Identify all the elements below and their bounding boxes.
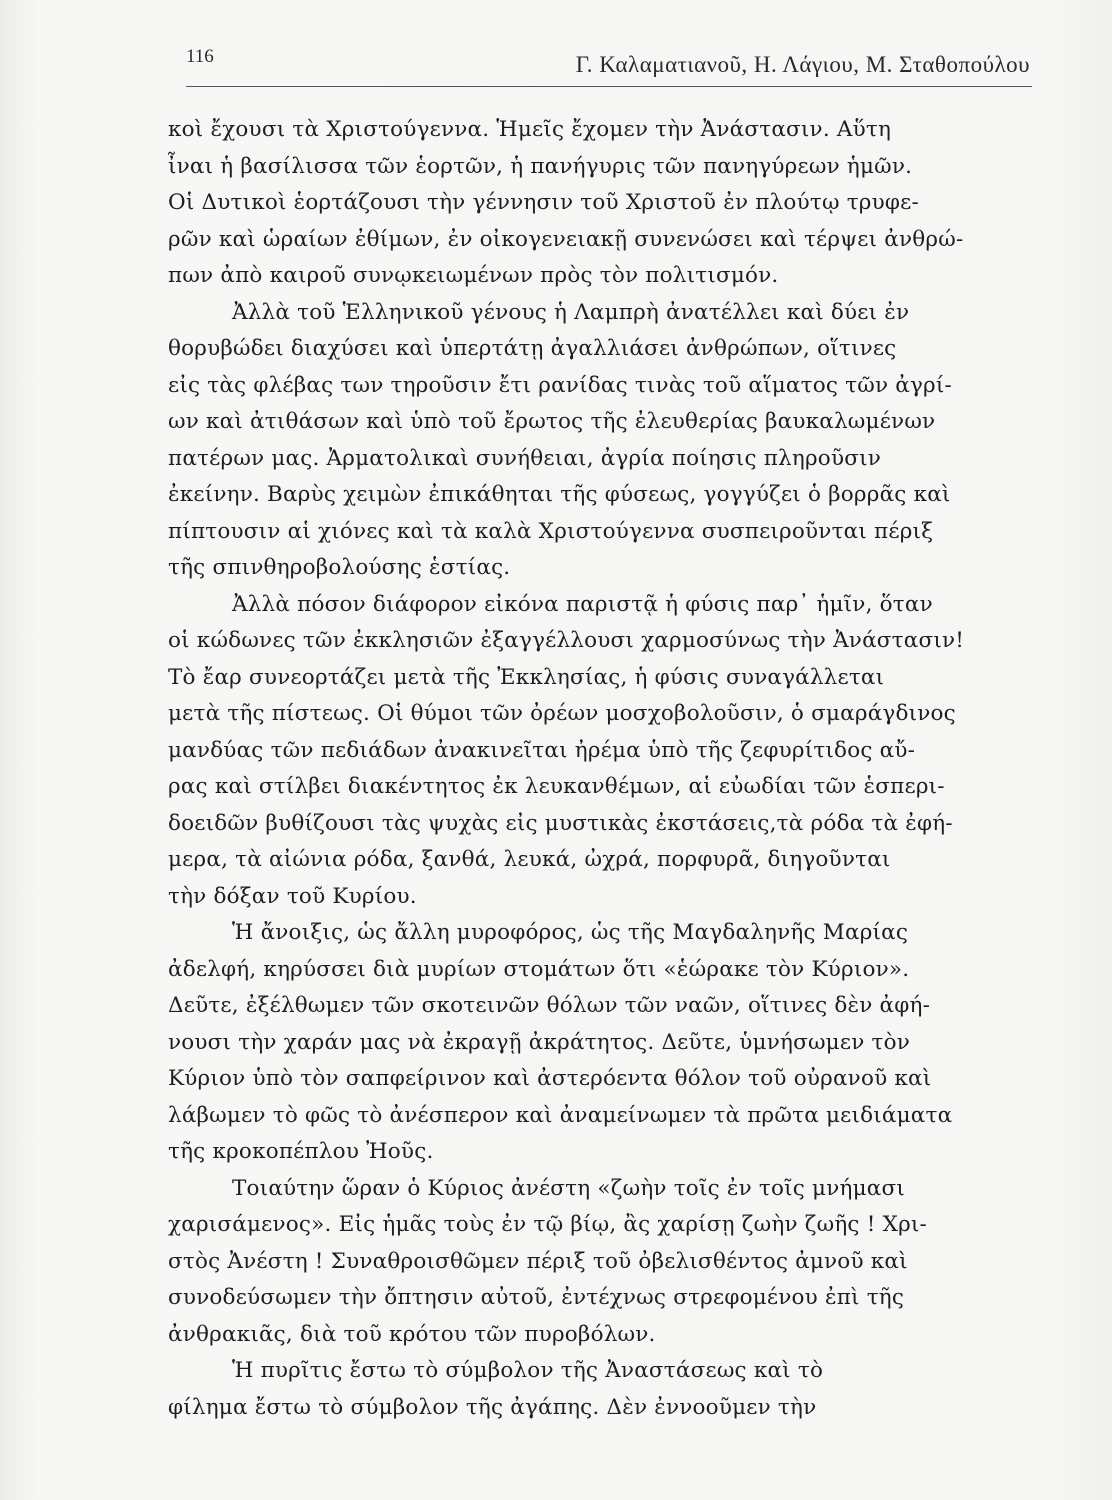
- text-line: τὴν δόξαν τοῦ Κυρίου.: [168, 883, 417, 909]
- text-line: ἐκείνην. Βαρὺς χειμὼν ἐπικάθηται τῆς φύσεως, γογγύζει ὁ βορρᾶς καὶ: [168, 482, 951, 507]
- text-line: νουσι τὴν χαράν μας νὰ ἐκραγῇ ἀκράτητος. Δεῦτε, ὑμνήσωμεν τὸν: [168, 1029, 911, 1055]
- text-line: μερα, τὰ αἰώνια ρόδα, ξανθά, λευκά, ὠχρά, πορφυρᾶ, διηγοῦνται: [168, 847, 891, 872]
- text-line: Ἀλλὰ πόσον διάφορον εἰκόνα παριστᾷ ἡ φύσις παρ᾽ ἡμῖν, ὅταν: [232, 591, 933, 617]
- body-text: [168, 112, 1036, 1426]
- page-number: 116: [186, 46, 214, 67]
- text-line: μετὰ τῆς πίστεως. Οἱ θύμοι τῶν ὀρέων μοσχοβολοῦσιν, ὁ σμαράγδινος: [168, 701, 956, 726]
- text-line: Τὸ ἔαρ συνεορτάζει μετὰ τῆς Ἐκκλησίας, ἡ φύσις συναγάλλεται: [168, 664, 885, 690]
- text-line: στὸς Ἀνέστη ! Συναθροισθῶμεν πέριξ τοῦ ὀβελισθέντος ἀμνοῦ καὶ: [168, 1248, 908, 1274]
- header-rule: [186, 86, 1032, 87]
- text-line: ἀνθρακιᾶς, διὰ τοῦ κρότου τῶν πυροβόλων.: [168, 1321, 656, 1347]
- text-line: ρῶν καὶ ὡραίων ἐθίμων, ἐν οἰκογενειακῇ συνενώσει καὶ τέρψει ἀνθρώ-: [168, 226, 964, 252]
- text-line: θορυβώδει διαχύσει καὶ ὑπερτάτῃ ἀγαλλιάσει ἀνθρώπων, οἵτινες: [168, 336, 897, 361]
- text-line: χαρισάμενος». Εἰς ἡμᾶς τοὺς ἐν τῷ βίῳ, ἂς χαρίσῃ ζωὴν ζωῆς ! Χρι-: [168, 1212, 928, 1237]
- text-line: τῆς σπινθηροβολούσης ἑστίας.: [168, 555, 511, 580]
- text-line: Ἀλλὰ τοῦ Ἑλληνικοῦ γένους ἡ Λαμπρὴ ἀνατέλλει καὶ δύει ἐν: [232, 299, 910, 325]
- text-line: μανδύας τῶν πεδιάδων ἀνακινεῖται ἠρέμα ὑπὸ τῆς ζεφυρίτιδος αὔ-: [168, 737, 916, 763]
- text-line: ἀδελφή, κηρύσσει διὰ μυρίων στομάτων ὅτι «ἑώρακε τὸν Κύριον».: [168, 956, 910, 982]
- text-line: Τοιαύτην ὥραν ὁ Κύριος ἀνέστη «ζωὴν τοῖς ἐν τοῖς μνήμασι: [232, 1175, 905, 1201]
- text-line: ων καὶ ἀτιθάσων καὶ ὑπὸ τοῦ ἔρωτος τῆς ἐλευθερίας βαυκαλωμένων: [168, 409, 936, 434]
- text-line: ἶναι ἡ βασίλισσα τῶν ἑορτῶν, ἡ πανήγυρις τῶν πανηγύρεων ἡμῶν.: [168, 153, 913, 179]
- text-line: Ἡ ἄνοιξις, ὡς ἄλλη μυροφόρος, ὡς τῆς Μαγδαληνῆς Μαρίας: [232, 920, 909, 945]
- text-line: πατέρων μας. Ἀρματολικαὶ συνήθειαι, ἀγρία ποίησις πληροῦσιν: [168, 445, 881, 471]
- text-line: ρας καὶ στίλβει διακέντητος ἐκ λευκανθέμων, αἱ εὐωδίαι τῶν ἑσπερι-: [168, 774, 945, 799]
- text-line: δοειδῶν βυθίζουσι τὰς ψυχὰς εἰς μυστικὰς ἐκστάσεις,τὰ ρόδα τὰ ἐφή-: [168, 810, 953, 836]
- text-line: κοὶ ἔχουσι τὰ Χριστούγεννα. Ἡμεῖς ἔχομεν τὴν Ἀνάστασιν. Αὕτη: [168, 117, 892, 142]
- text-line: πων ἀπὸ καιροῦ συνῳκειωμένων πρὸς τὸν πολιτισμόν.: [168, 263, 779, 288]
- text-line: Ἡ πυρῖτις ἔστω τὸ σύμβολον τῆς Ἀναστάσεως καὶ τὸ: [232, 1358, 824, 1383]
- text-line: εἰς τὰς φλέβας των τηροῦσιν ἔτι ρανίδας τινὰς τοῦ αἵματος τῶν ἀγρί-: [168, 372, 952, 398]
- text-line: οἱ κώδωνες τῶν ἐκκλησιῶν ἐξαγγέλλουσι χαρμοσύνως τὴν Ἀνάστασιν!: [168, 628, 965, 653]
- text-line: λάβωμεν τὸ φῶς τὸ ἀνέσπερον καὶ ἀναμείνωμεν τὰ πρῶτα μειδιάματα: [168, 1102, 953, 1128]
- text-line: Οἱ Δυτικοὶ ἑορτάζουσι τὴν γέννησιν τοῦ Χριστοῦ ἐν πλούτῳ τρυφε-: [168, 190, 919, 215]
- page-header: [186, 42, 1030, 82]
- text-line: πίπτουσιν αἱ χιόνες καὶ τὰ καλὰ Χριστούγεννα συσπειροῦνται πέριξ: [168, 518, 934, 544]
- text-line: Δεῦτε, ἐξέλθωμεν τῶν σκοτεινῶν θόλων τῶν ναῶν, οἵτινες δὲν ἀφή-: [168, 993, 931, 1018]
- text-line: φίλημα ἔστω τὸ σύμβολον τῆς ἀγάπης. Δὲν ἐννοοῦμεν τὴν: [168, 1394, 817, 1420]
- running-head: Γ. Καλαματιανοῦ, Η. Λάγιου, Μ. Σταθοπούλου: [575, 52, 1030, 77]
- text-line: Κύριον ὑπὸ τὸν σαπφείρινον καὶ ἀστερόεντα θόλον τοῦ οὐρανοῦ καὶ: [168, 1066, 932, 1091]
- text-line: τῆς κροκοπέπλου Ἠοῦς.: [168, 1139, 434, 1164]
- text-line: συνοδεύσωμεν τὴν ὄπτησιν αὐτοῦ, ἐντέχνως στρεφομένου ἐπὶ τῆς: [168, 1285, 905, 1310]
